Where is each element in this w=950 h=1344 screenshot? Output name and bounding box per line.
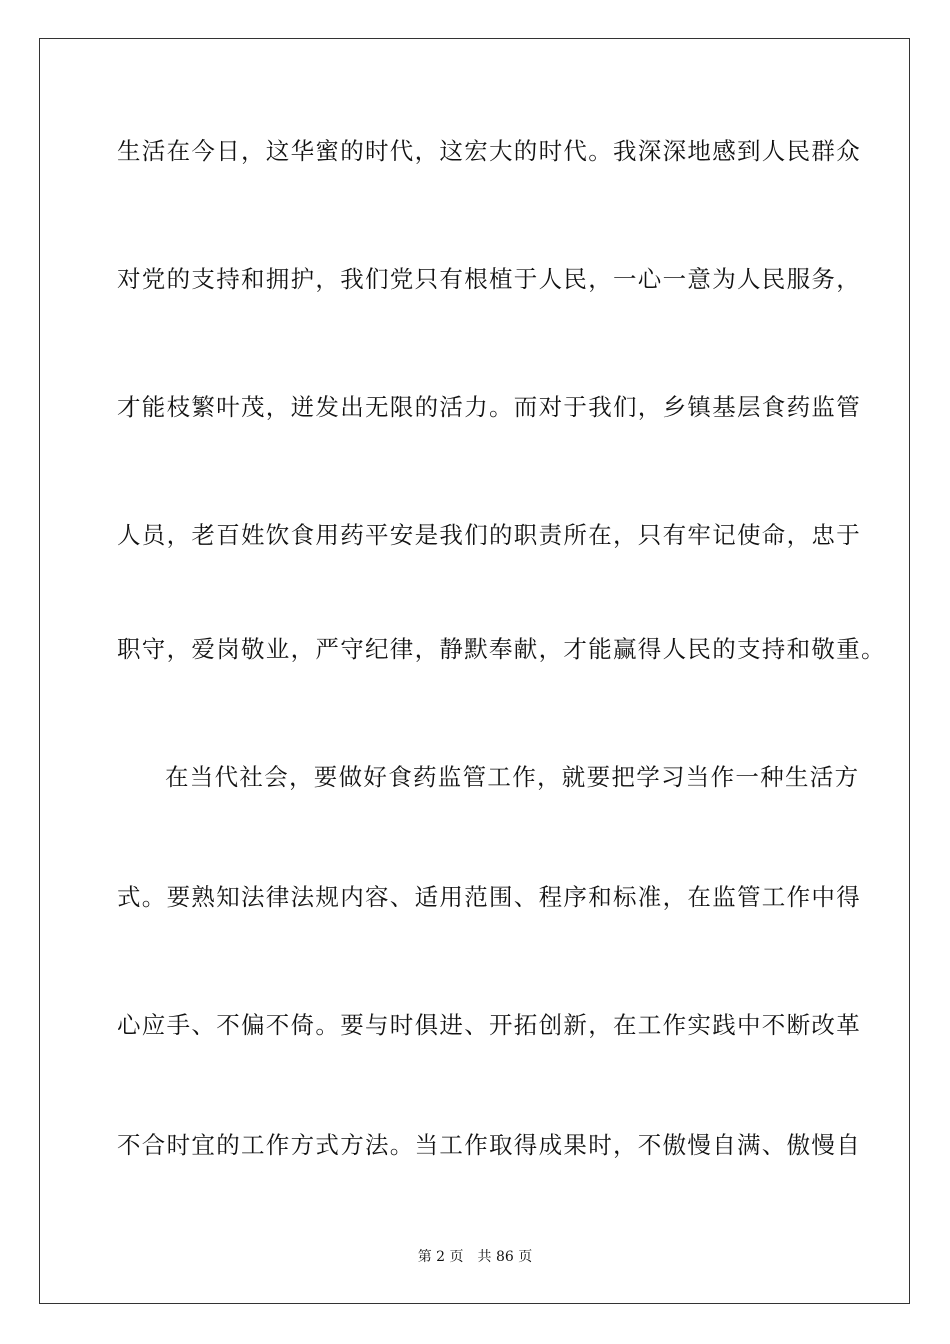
text-line: 式。要熟知法律法规内容、适用范围、程序和标准，在监管工作中得: [117, 883, 861, 911]
paragraph-first-line: 在当代社会，要做好食药监管工作，就要把学习当作一种生活方: [165, 763, 860, 791]
text-line: 才能枝繁叶茂，迸发出无限的活力。而对于我们，乡镇基层食药监管: [117, 393, 861, 421]
page-border: [39, 38, 910, 1304]
text-line: 心应手、不偏不倚。要与时俱进、开拓创新，在工作实践中不断改革: [117, 1011, 861, 1039]
text-line: 生活在今日，这华蜜的时代，这宏大的时代。我深深地感到人民群众: [117, 137, 861, 165]
page-footer: [0, 1248, 950, 1266]
text-line: 职守，爱岗敬业，严守纪律，静默奉献，才能赢得人民的支持和敬重。: [117, 635, 886, 663]
text-line: 对党的支持和拥护，我们党只有根植于人民，一心一意为人民服务，: [117, 265, 861, 293]
page-number: 第 2 页: [417, 1249, 464, 1265]
text-line: 人员，老百姓饮食用药平安是我们的职责所在，只有牢记使命，忠于: [117, 521, 861, 549]
page-total: 共 86 页: [477, 1249, 533, 1265]
text-line: 不合时宜的工作方式方法。当工作取得成果时，不傲慢自满、傲慢自: [117, 1131, 861, 1159]
